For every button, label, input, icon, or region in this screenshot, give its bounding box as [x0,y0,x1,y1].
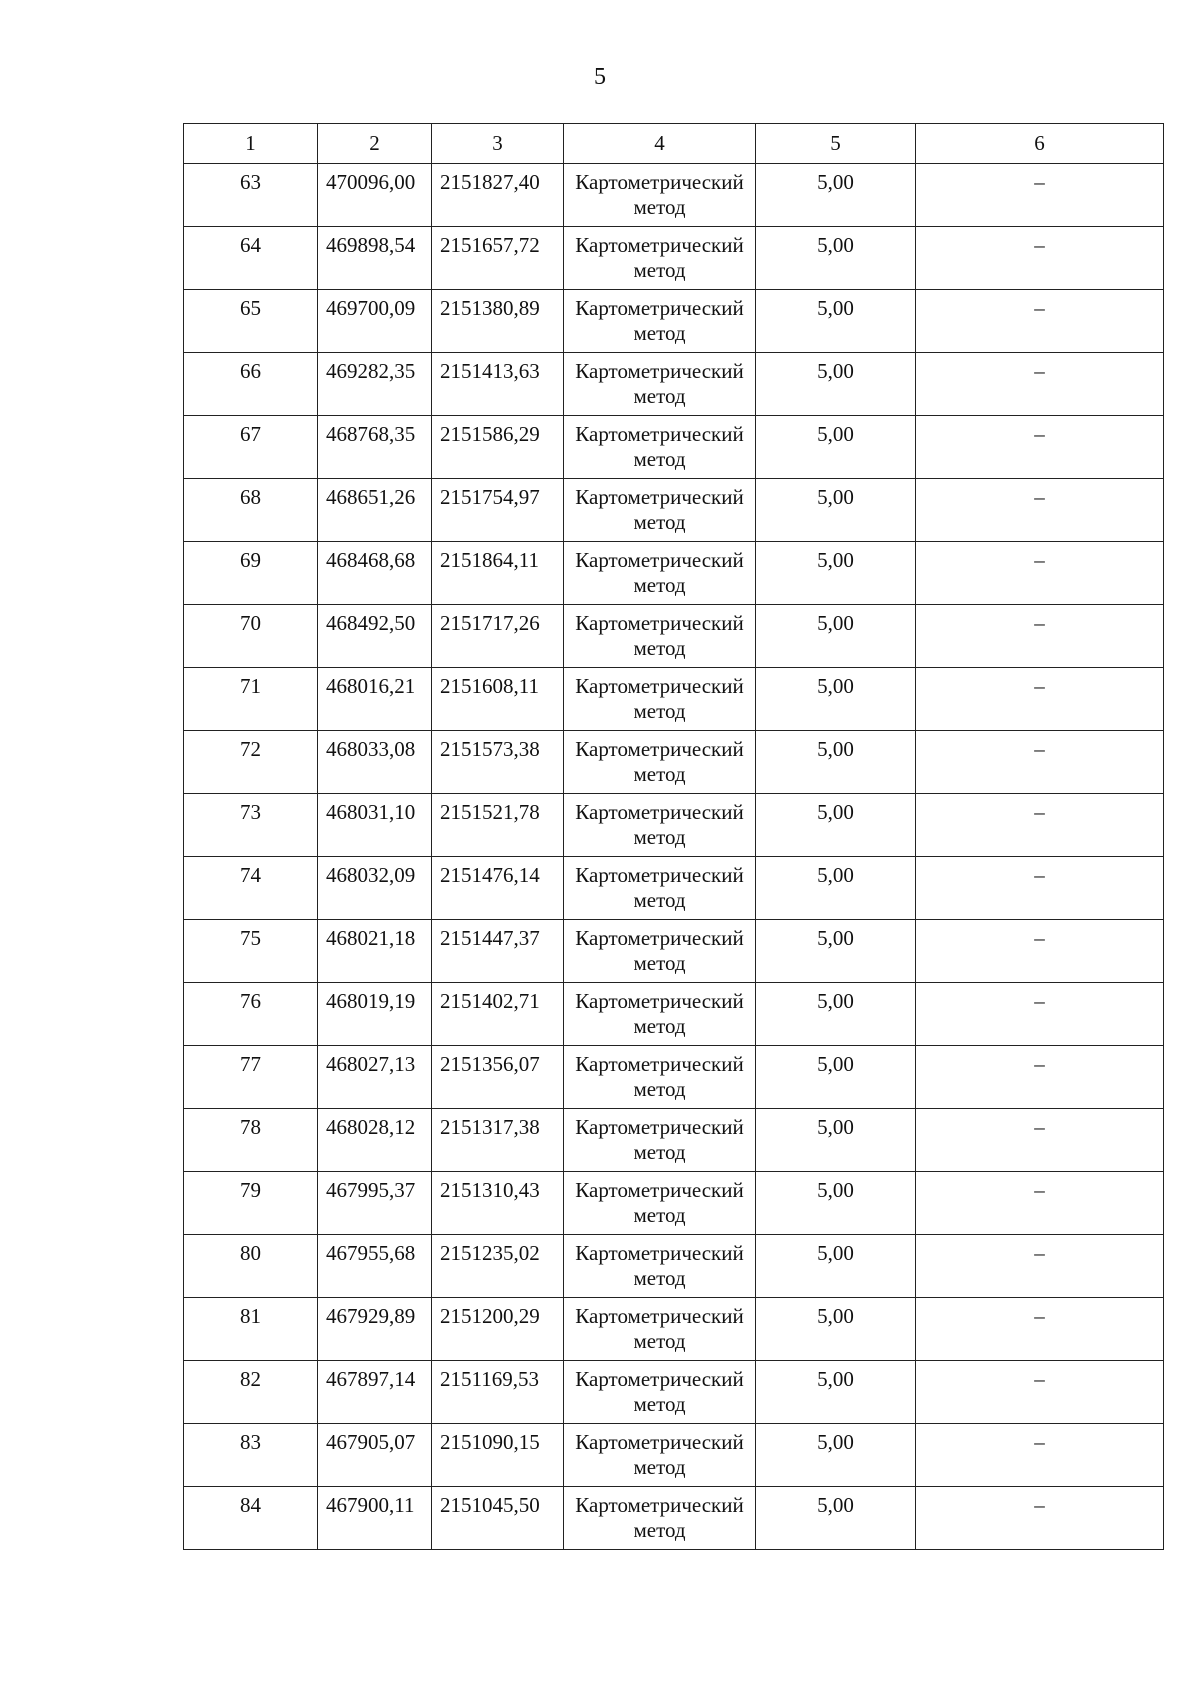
method-cell [564,794,756,857]
column-header: 1 [184,124,318,164]
method-line-1: Картометрический [575,422,744,446]
method-line-1: Картометрический [575,674,744,698]
accuracy-cell: 5,00 [756,416,916,479]
y-coordinate-cell: 2151090,15 [432,1424,564,1487]
header-row [184,124,1164,164]
x-coordinate-cell: 468019,19 [318,983,432,1046]
table-row [184,290,1164,353]
accuracy-cell: 5,00 [756,1235,916,1298]
y-coordinate-cell: 2151169,53 [432,1361,564,1424]
y-coordinate-cell: 2151356,07 [432,1046,564,1109]
method-line-1: Картометрический [575,359,744,383]
x-coordinate-cell: 468651,26 [318,479,432,542]
x-coordinate-cell: 469282,35 [318,353,432,416]
coordinates-table [183,123,1164,1550]
method-line-1: Картометрический [575,863,744,887]
note-cell: – [916,794,1164,857]
method-line-1: Картометрический [575,1430,744,1454]
y-coordinate-cell: 2151447,37 [432,920,564,983]
x-coordinate-cell: 468028,12 [318,1109,432,1172]
method-line-1: Картометрический [575,737,744,761]
table-row [184,353,1164,416]
accuracy-cell: 5,00 [756,983,916,1046]
note-cell: – [916,164,1164,227]
method-line-1: Картометрический [575,170,744,194]
method-line-2: метод [633,1329,686,1353]
method-line-1: Картометрический [575,611,744,635]
note-cell: – [916,1298,1164,1361]
x-coordinate-cell: 469700,09 [318,290,432,353]
method-cell [564,164,756,227]
method-cell [564,668,756,731]
x-coordinate-cell: 467905,07 [318,1424,432,1487]
point-number-cell: 67 [184,416,318,479]
accuracy-cell: 5,00 [756,542,916,605]
y-coordinate-cell: 2151586,29 [432,416,564,479]
method-cell [564,1424,756,1487]
y-coordinate-cell: 2151608,11 [432,668,564,731]
accuracy-cell: 5,00 [756,1046,916,1109]
method-line-1: Картометрический [575,233,744,257]
method-cell [564,857,756,920]
page-number: 5 [594,64,606,90]
y-coordinate-cell: 2151413,63 [432,353,564,416]
column-header: 5 [756,124,916,164]
method-line-1: Картометрический [575,1178,744,1202]
y-coordinate-cell: 2151476,14 [432,857,564,920]
y-coordinate-cell: 2151657,72 [432,227,564,290]
accuracy-cell: 5,00 [756,857,916,920]
method-cell [564,731,756,794]
note-cell: – [916,479,1164,542]
method-line-1: Картометрический [575,989,744,1013]
note-cell: – [916,920,1164,983]
x-coordinate-cell: 467955,68 [318,1235,432,1298]
table-row [184,164,1164,227]
method-cell [564,416,756,479]
note-cell: – [916,227,1164,290]
table-row [184,920,1164,983]
method-cell [564,605,756,668]
method-line-2: метод [633,258,686,282]
point-number-cell: 70 [184,605,318,668]
method-cell [564,983,756,1046]
y-coordinate-cell: 2151754,97 [432,479,564,542]
y-coordinate-cell: 2151235,02 [432,1235,564,1298]
note-cell: – [916,731,1164,794]
table-row [184,1424,1164,1487]
point-number-cell: 78 [184,1109,318,1172]
method-line-2: метод [633,1266,686,1290]
accuracy-cell: 5,00 [756,290,916,353]
y-coordinate-cell: 2151200,29 [432,1298,564,1361]
method-line-1: Картометрический [575,548,744,572]
accuracy-cell: 5,00 [756,227,916,290]
point-number-cell: 72 [184,731,318,794]
x-coordinate-cell: 467897,14 [318,1361,432,1424]
x-coordinate-cell: 468033,08 [318,731,432,794]
accuracy-cell: 5,00 [756,479,916,542]
method-line-1: Картометрический [575,1052,744,1076]
note-cell: – [916,983,1164,1046]
x-coordinate-cell: 467995,37 [318,1172,432,1235]
note-cell: – [916,416,1164,479]
x-coordinate-cell: 468021,18 [318,920,432,983]
note-cell: – [916,605,1164,668]
point-number-cell: 82 [184,1361,318,1424]
table-row [184,479,1164,542]
y-coordinate-cell: 2151717,26 [432,605,564,668]
note-cell: – [916,857,1164,920]
accuracy-cell: 5,00 [756,164,916,227]
x-coordinate-cell: 470096,00 [318,164,432,227]
table-row [184,731,1164,794]
method-line-2: метод [633,888,686,912]
accuracy-cell: 5,00 [756,731,916,794]
accuracy-cell: 5,00 [756,920,916,983]
method-line-2: метод [633,699,686,723]
method-line-2: метод [633,1455,686,1479]
method-line-1: Картометрический [575,1367,744,1391]
method-line-1: Картометрический [575,1241,744,1265]
method-line-2: метод [633,1140,686,1164]
method-line-2: метод [633,1203,686,1227]
method-line-2: метод [633,951,686,975]
method-line-2: метод [633,762,686,786]
method-line-1: Картометрический [575,800,744,824]
method-line-1: Картометрический [575,1304,744,1328]
x-coordinate-cell: 468027,13 [318,1046,432,1109]
method-cell [564,227,756,290]
point-number-cell: 68 [184,479,318,542]
point-number-cell: 77 [184,1046,318,1109]
note-cell: – [916,1109,1164,1172]
method-line-2: метод [633,1077,686,1101]
table-header [184,124,1164,164]
point-number-cell: 73 [184,794,318,857]
y-coordinate-cell: 2151402,71 [432,983,564,1046]
table-body [184,164,1164,1550]
y-coordinate-cell: 2151310,43 [432,1172,564,1235]
accuracy-cell: 5,00 [756,1361,916,1424]
accuracy-cell: 5,00 [756,1172,916,1235]
method-cell [564,1172,756,1235]
method-cell [564,479,756,542]
accuracy-cell: 5,00 [756,1487,916,1550]
table-row [184,794,1164,857]
method-line-2: метод [633,1014,686,1038]
table-row [184,1172,1164,1235]
x-coordinate-cell: 468016,21 [318,668,432,731]
table-row [184,1487,1164,1550]
method-cell [564,1361,756,1424]
method-cell [564,353,756,416]
x-coordinate-cell: 469898,54 [318,227,432,290]
column-header: 3 [432,124,564,164]
x-coordinate-cell: 468468,68 [318,542,432,605]
method-cell [564,1046,756,1109]
point-number-cell: 80 [184,1235,318,1298]
method-line-2: метод [633,321,686,345]
note-cell: – [916,1235,1164,1298]
note-cell: – [916,290,1164,353]
point-number-cell: 81 [184,1298,318,1361]
accuracy-cell: 5,00 [756,794,916,857]
method-line-2: метод [633,384,686,408]
accuracy-cell: 5,00 [756,605,916,668]
method-line-1: Картометрический [575,1493,744,1517]
point-number-cell: 84 [184,1487,318,1550]
method-line-2: метод [633,1392,686,1416]
table-row [184,542,1164,605]
method-line-2: метод [633,573,686,597]
table-row [184,1235,1164,1298]
note-cell: – [916,1172,1164,1235]
y-coordinate-cell: 2151317,38 [432,1109,564,1172]
method-cell [564,290,756,353]
x-coordinate-cell: 467929,89 [318,1298,432,1361]
method-cell [564,542,756,605]
method-line-2: метод [633,636,686,660]
method-cell [564,1487,756,1550]
note-cell: – [916,1487,1164,1550]
table-row [184,983,1164,1046]
method-cell [564,1109,756,1172]
point-number-cell: 65 [184,290,318,353]
method-line-2: метод [633,1518,686,1542]
method-cell [564,1298,756,1361]
note-cell: – [916,668,1164,731]
point-number-cell: 71 [184,668,318,731]
method-line-2: метод [633,825,686,849]
method-line-2: метод [633,510,686,534]
table-row [184,1046,1164,1109]
point-number-cell: 64 [184,227,318,290]
method-line-2: метод [633,195,686,219]
table-row [184,1298,1164,1361]
y-coordinate-cell: 2151521,78 [432,794,564,857]
note-cell: – [916,1361,1164,1424]
point-number-cell: 69 [184,542,318,605]
method-line-1: Картометрический [575,1115,744,1139]
table-row [184,668,1164,731]
table-row [184,857,1164,920]
note-cell: – [916,542,1164,605]
y-coordinate-cell: 2151573,38 [432,731,564,794]
method-cell [564,920,756,983]
method-line-1: Картометрический [575,926,744,950]
accuracy-cell: 5,00 [756,668,916,731]
accuracy-cell: 5,00 [756,353,916,416]
x-coordinate-cell: 468031,10 [318,794,432,857]
y-coordinate-cell: 2151045,50 [432,1487,564,1550]
y-coordinate-cell: 2151380,89 [432,290,564,353]
column-header: 6 [916,124,1164,164]
table-row [184,1361,1164,1424]
table-row [184,416,1164,479]
x-coordinate-cell: 467900,11 [318,1487,432,1550]
note-cell: – [916,353,1164,416]
y-coordinate-cell: 2151864,11 [432,542,564,605]
column-header: 2 [318,124,432,164]
note-cell: – [916,1424,1164,1487]
x-coordinate-cell: 468032,09 [318,857,432,920]
point-number-cell: 79 [184,1172,318,1235]
method-line-1: Картометрический [575,485,744,509]
note-cell: – [916,1046,1164,1109]
point-number-cell: 75 [184,920,318,983]
method-cell [564,1235,756,1298]
point-number-cell: 83 [184,1424,318,1487]
table-row [184,605,1164,668]
accuracy-cell: 5,00 [756,1298,916,1361]
method-line-1: Картометрический [575,296,744,320]
accuracy-cell: 5,00 [756,1109,916,1172]
x-coordinate-cell: 468768,35 [318,416,432,479]
table-row [184,227,1164,290]
point-number-cell: 66 [184,353,318,416]
point-number-cell: 74 [184,857,318,920]
x-coordinate-cell: 468492,50 [318,605,432,668]
accuracy-cell: 5,00 [756,1424,916,1487]
column-header: 4 [564,124,756,164]
y-coordinate-cell: 2151827,40 [432,164,564,227]
point-number-cell: 63 [184,164,318,227]
point-number-cell: 76 [184,983,318,1046]
method-line-2: метод [633,447,686,471]
table-row [184,1109,1164,1172]
